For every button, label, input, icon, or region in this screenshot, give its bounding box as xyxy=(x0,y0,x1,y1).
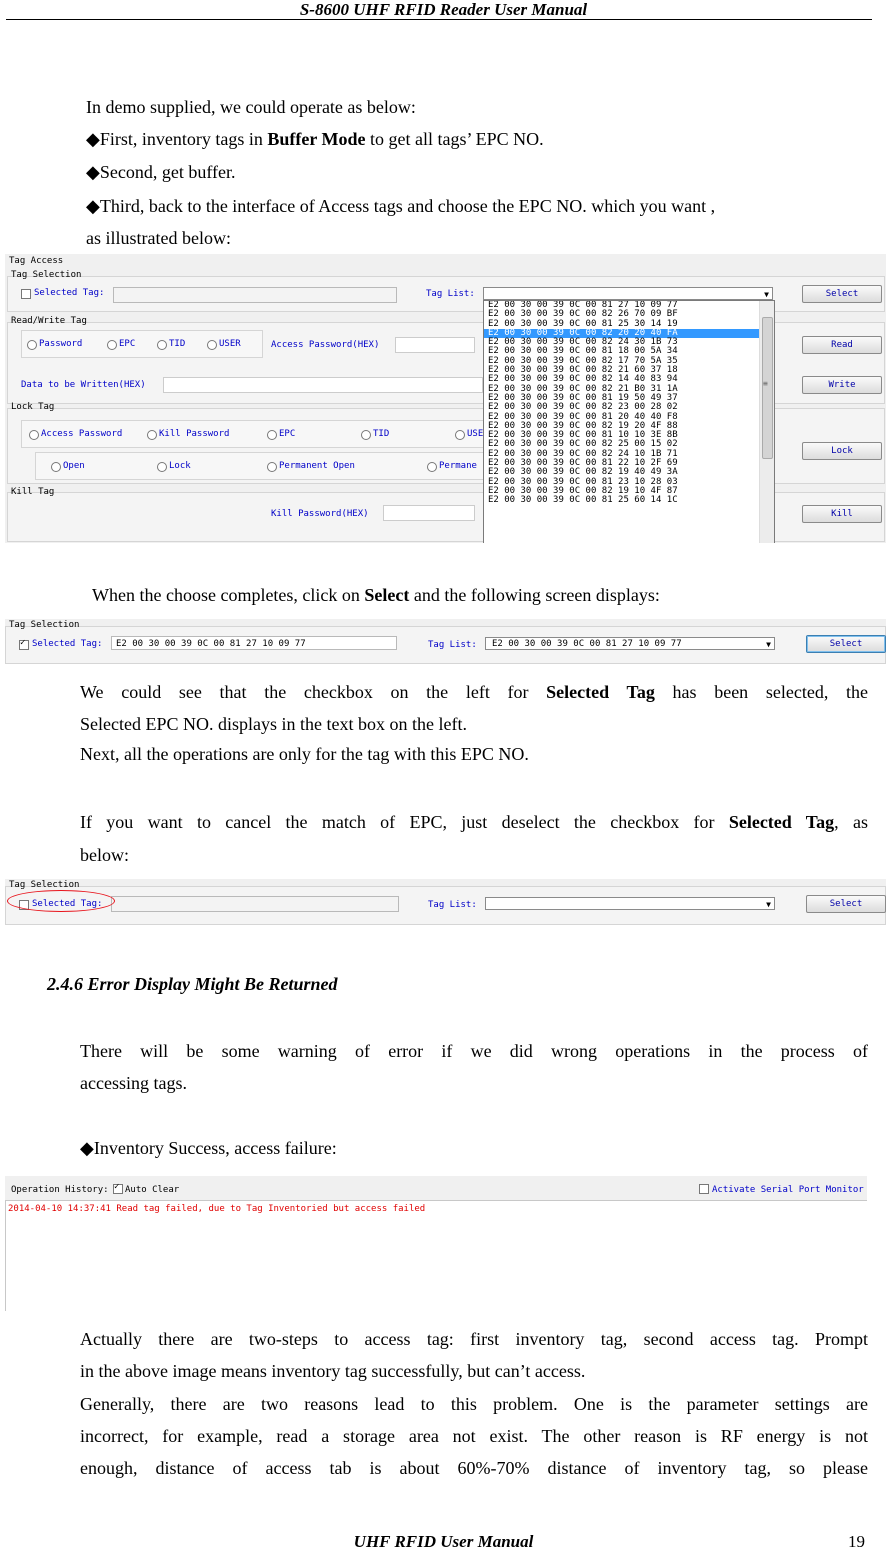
list-item[interactable]: E2 00 30 00 39 0C 00 82 21 B0 31 1A xyxy=(488,383,678,394)
list-item[interactable]: E2 00 30 00 39 0C 00 82 24 30 1B 73 xyxy=(488,337,678,348)
bullet-item: ◆First, inventory tags in Buffer Mode to get all tags’ EPC NO. xyxy=(86,129,544,149)
operation-history-title: Operation History: xyxy=(11,1185,109,1195)
lock-action-group xyxy=(35,452,493,480)
highlight-ellipse xyxy=(7,890,115,912)
paragraph-line: below: xyxy=(80,845,129,865)
tag-list-label: Tag List: xyxy=(428,640,477,650)
access-password-label: Access Password(HEX) xyxy=(271,340,380,350)
lock-user-radio[interactable] xyxy=(455,430,465,440)
tag-selection-title: Tag Selection xyxy=(11,270,82,280)
list-item[interactable]: E2 00 30 00 39 0C 00 82 14 40 83 94 xyxy=(488,374,678,385)
lock-radio[interactable] xyxy=(157,462,167,472)
kill-password-input[interactable] xyxy=(383,505,475,521)
list-item[interactable]: E2 00 30 00 39 0C 00 81 19 50 49 37 xyxy=(488,392,678,403)
user-label: USER xyxy=(219,339,241,349)
permanent-lock-radio[interactable] xyxy=(427,462,437,472)
selected-tag-label: Selected Tag: xyxy=(32,899,103,909)
tag-selection-title: Tag Selection xyxy=(9,620,80,630)
select-instruction: When the choose completes, click on Select and the following screen displays: xyxy=(92,585,660,605)
tid-radio[interactable] xyxy=(157,340,167,350)
history-log-box[interactable] xyxy=(5,1200,867,1311)
list-item[interactable]: E2 00 30 00 39 0C 00 81 25 30 14 19 xyxy=(488,318,678,329)
user-radio[interactable] xyxy=(207,340,217,350)
lock-label: Lock xyxy=(169,461,191,471)
read-button[interactable]: Read xyxy=(802,336,882,354)
password-label: Password xyxy=(39,339,83,349)
paragraph-line: enough, distance of access tab is about 60%-70% distance of inventory tag, so please xyxy=(80,1458,868,1478)
lock-user-label: USE xyxy=(467,429,484,439)
selected-tag-label: Selected Tag: xyxy=(32,639,103,649)
bullet-icon: ◆ xyxy=(86,196,100,216)
select-button[interactable]: Select xyxy=(806,895,886,913)
section-heading: 2.4.6 Error Display Might Be Returned xyxy=(47,974,338,994)
operation-history-screenshot xyxy=(5,1176,867,1311)
bullet-continuation: as illustrated below: xyxy=(86,228,231,248)
list-item[interactable]: E2 00 30 00 39 0C 00 82 17 70 5A 35 xyxy=(488,355,678,366)
list-item[interactable]: E2 00 30 00 39 0C 00 82 23 00 28 02 xyxy=(488,402,678,413)
list-item[interactable]: E2 00 30 00 39 0C 00 81 20 40 40 F8 xyxy=(488,411,678,422)
list-item[interactable]: E2 00 30 00 39 0C 00 82 24 10 1B 71 xyxy=(488,448,678,459)
tag-list-dropdown[interactable] xyxy=(485,897,775,910)
kill-tag-title: Kill Tag xyxy=(11,487,55,497)
bullet-icon: ◆ xyxy=(80,1138,94,1158)
tag-selection-selected-screenshot xyxy=(5,619,886,664)
paragraph-line: Next, all the operations are only for the tag with this EPC NO. xyxy=(80,744,529,764)
list-item[interactable]: E2 00 30 00 39 0C 00 81 25 60 14 1C xyxy=(488,495,678,506)
data-written-label: Data to be Written(HEX) xyxy=(21,380,146,390)
lock-tid-label: TID xyxy=(373,429,390,439)
select-button[interactable]: Select xyxy=(806,635,886,653)
tag-list-label: Tag List: xyxy=(428,900,477,910)
log-entry: 2014-04-10 14:37:41 Read tag failed, due to Tag Inventoried but access failed xyxy=(8,1204,426,1214)
page-number: 19 xyxy=(848,1532,865,1551)
data-written-input[interactable] xyxy=(163,377,483,393)
bullet-item: ◆Third, back to the interface of Access tags and choose the EPC NO. which you want , xyxy=(86,196,716,216)
list-item[interactable]: E2 00 30 00 39 0C 00 81 23 10 28 03 xyxy=(488,476,678,487)
lock-access-password-radio[interactable] xyxy=(29,430,39,440)
chevron-down-icon: ▼ xyxy=(764,290,769,299)
tag-access-screenshot xyxy=(5,254,886,543)
tag-list-popup[interactable] xyxy=(483,300,775,543)
epc-radio[interactable] xyxy=(107,340,117,350)
lock-access-password-label: Access Password xyxy=(41,429,123,439)
select-button[interactable]: Select xyxy=(802,285,882,303)
list-item[interactable]: E2 00 30 00 39 0C 00 82 26 70 09 BF xyxy=(488,309,678,320)
lock-button[interactable]: Lock xyxy=(802,442,882,460)
list-item[interactable]: E2 00 30 00 39 0C 00 82 19 20 4F 88 xyxy=(488,420,678,431)
selected-tag-field[interactable] xyxy=(111,896,399,912)
paragraph-line: in the above image means inventory tag successfully, but can’t access. xyxy=(80,1361,586,1381)
chevron-down-icon: ▼ xyxy=(766,900,771,909)
list-item[interactable]: E2 00 30 00 39 0C 00 81 18 00 5A 34 xyxy=(488,346,678,357)
write-button[interactable]: Write xyxy=(802,376,882,394)
access-password-input[interactable] xyxy=(395,337,475,353)
permanent-open-radio[interactable] xyxy=(267,462,277,472)
list-item[interactable]: E2 00 30 00 39 0C 00 82 25 00 15 02 xyxy=(488,439,678,450)
selected-tag-field[interactable] xyxy=(113,287,397,303)
kill-password-radio[interactable] xyxy=(147,430,157,440)
check-icon: ✓ xyxy=(20,638,26,648)
list-item[interactable]: E2 00 30 00 39 0C 00 82 21 60 37 18 xyxy=(488,365,678,376)
lock-tag-title: Lock Tag xyxy=(11,402,55,412)
tag-selection-deselected-screenshot xyxy=(5,879,886,925)
read-write-title: Read/Write Tag xyxy=(11,316,87,326)
selected-tag-field[interactable]: E2 00 30 00 39 0C 00 81 27 10 09 77 xyxy=(111,636,397,650)
check-icon: ✓ xyxy=(114,1182,120,1192)
scrollbar-thumb[interactable] xyxy=(762,317,773,459)
page-footer: UHF RFID User Manual xyxy=(353,1532,534,1551)
lock-epc-radio[interactable] xyxy=(267,430,277,440)
tag-list-dropdown[interactable] xyxy=(483,287,773,300)
lock-epc-label: EPC xyxy=(279,429,296,439)
kill-password-radio-label: Kill Password xyxy=(159,429,230,439)
paragraph-line: accessing tags. xyxy=(80,1073,187,1093)
selected-tag-label: Selected Tag: xyxy=(34,288,105,298)
selected-tag-checkbox[interactable] xyxy=(21,289,31,299)
bullet-item: ◆Inventory Success, access failure: xyxy=(80,1138,337,1158)
paragraph-line: If you want to cancel the match of EPC, just deselect the checkbox for Selected Tag, as xyxy=(80,812,868,832)
epc-label: EPC xyxy=(119,339,136,349)
paragraph-line: incorrect, for example, read a storage area not exist. The other reason is RF energy is not xyxy=(80,1426,868,1446)
password-radio[interactable] xyxy=(27,340,37,350)
auto-clear-checkbox[interactable] xyxy=(113,1184,123,1194)
paragraph-line: Selected EPC NO. displays in the text box on the left. xyxy=(80,714,467,734)
serial-monitor-label: Activate Serial Port Monitor xyxy=(712,1185,864,1195)
kill-password-label: Kill Password(HEX) xyxy=(271,509,369,519)
list-item[interactable]: E2 00 30 00 39 0C 00 82 19 10 4F 87 xyxy=(488,485,678,496)
selected-tag-checkbox[interactable] xyxy=(19,640,29,650)
grip-icon: ≡ xyxy=(763,379,768,388)
list-item[interactable]: E2 00 30 00 39 0C 00 81 27 10 09 77 xyxy=(488,300,678,310)
tag-list-dropdown[interactable]: E2 00 30 00 39 0C 00 81 27 10 09 77 ▼ xyxy=(485,637,775,650)
intro-line: In demo supplied, we could operate as below: xyxy=(86,97,416,117)
header-rule xyxy=(6,19,872,20)
serial-monitor-checkbox[interactable] xyxy=(699,1184,709,1194)
paragraph-line: We could see that the checkbox on the left for Selected Tag has been selected, the xyxy=(80,682,868,702)
permanent-open-label: Permanent Open xyxy=(279,461,355,471)
tag-list-items[interactable] xyxy=(484,301,774,506)
list-item[interactable]: E2 00 30 00 39 0C 00 81 22 10 2F 69 xyxy=(488,458,678,469)
list-item[interactable]: E2 00 30 00 39 0C 00 82 20 20 40 FA xyxy=(484,329,774,338)
list-item[interactable]: E2 00 30 00 39 0C 00 81 10 10 3E 8B xyxy=(488,430,678,441)
kill-button[interactable]: Kill xyxy=(802,505,882,523)
open-radio[interactable] xyxy=(51,462,61,472)
paragraph-line: Actually there are two-steps to access tag: first inventory tag, second access tag. Prompt xyxy=(80,1329,868,1349)
tag-selection-title: Tag Selection xyxy=(9,880,80,890)
tid-label: TID xyxy=(169,339,186,349)
paragraph-line: Generally, there are two reasons lead to this problem. One is the parameter settings are xyxy=(80,1394,868,1414)
page-header: S-8600 UHF RFID Reader User Manual xyxy=(299,0,588,19)
paragraph-line: There will be some warning of error if we did wrong operations in the process of xyxy=(80,1041,868,1061)
lock-tid-radio[interactable] xyxy=(361,430,371,440)
auto-clear-label: Auto Clear xyxy=(125,1185,180,1195)
chevron-down-icon: ▼ xyxy=(766,640,771,649)
bullet-item: ◆Second, get buffer. xyxy=(86,162,236,182)
bullet-icon: ◆ xyxy=(86,162,100,182)
bullet-icon: ◆ xyxy=(86,129,100,149)
tag-access-title: Tag Access xyxy=(9,256,64,266)
list-item[interactable]: E2 00 30 00 39 0C 00 82 19 40 49 3A xyxy=(488,467,678,478)
open-label: Open xyxy=(63,461,85,471)
permanent-lock-label: Permane xyxy=(439,461,477,471)
scrollbar[interactable] xyxy=(759,301,774,543)
tag-list-label: Tag List: xyxy=(426,289,475,299)
